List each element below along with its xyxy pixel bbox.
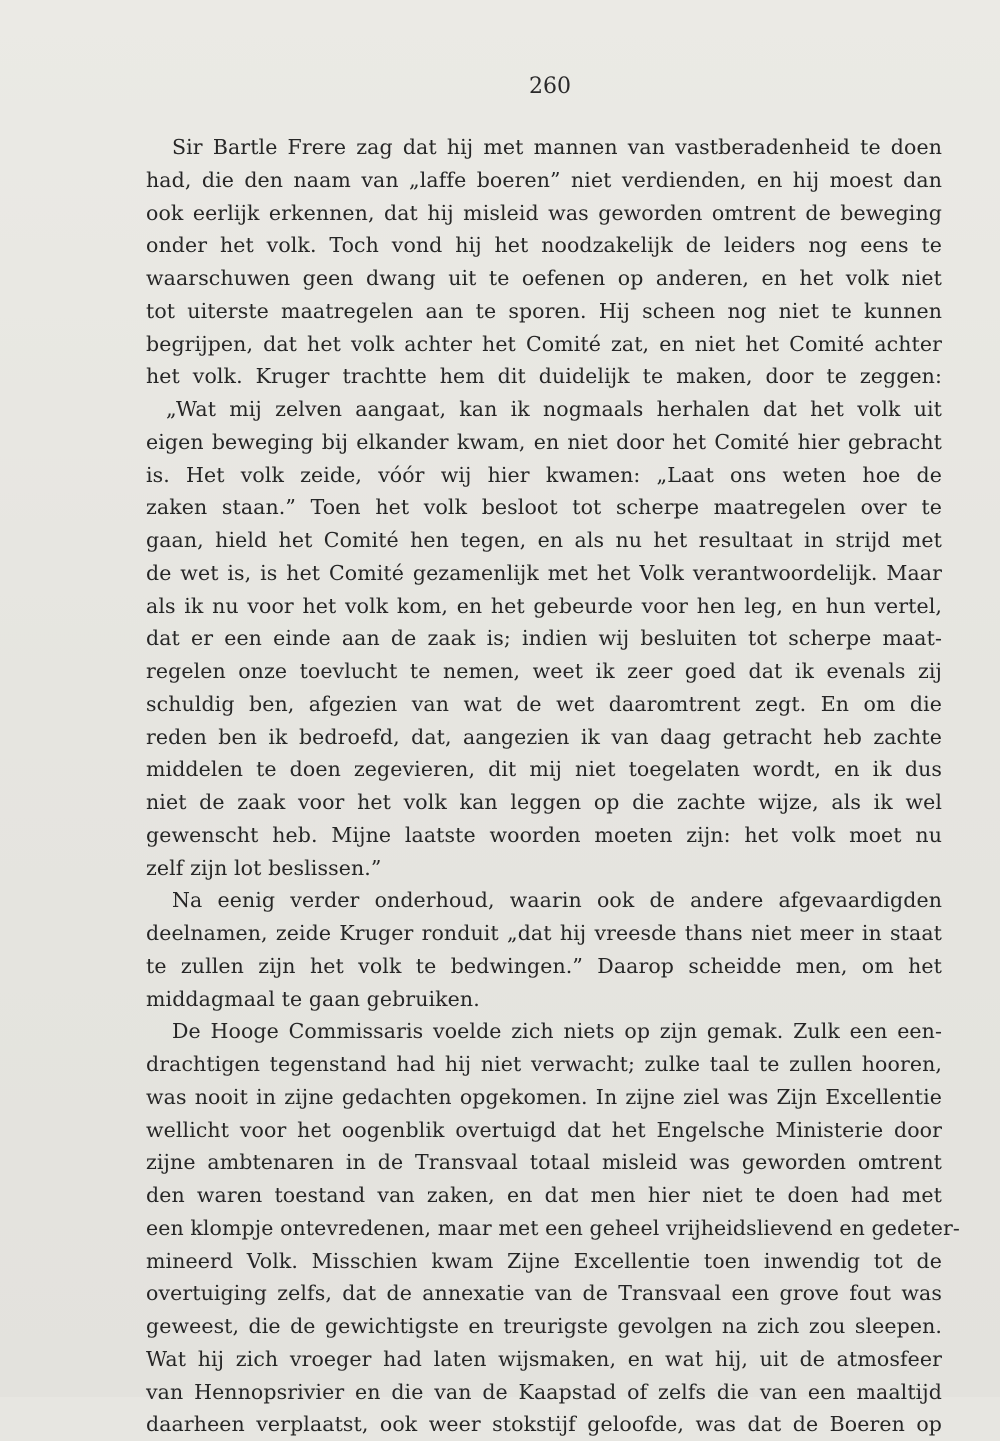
text-line: een klompje ontevredenen, maar met een geheel vrijheidslievend en gedeter- [146, 1215, 960, 1240]
text-line: tot uiterste maatregelen aan te sporen. Hij scheen nog niet te kunnen [146, 298, 942, 323]
text-line: daarheen verplaatst, ook weer stokstijf geloofde, was dat de Boeren op [146, 1412, 942, 1437]
text-line: eigen beweging bij elkander kwam, en niet door het Comité hier gebracht [146, 429, 942, 454]
text-line: is. Het volk zeide, vóór wij hier kwamen: „Laat ons weten hoe de [146, 462, 942, 487]
text-line: zaken staan.” Toen het volk besloot tot scherpe maatregelen over te [146, 495, 942, 520]
text-line: onder het volk. Toch vond hij het noodzakelijk de leiders nog eens te [146, 233, 942, 258]
text-line: als ik nu voor het volk kom, en het gebeurde voor hen leg, en hun vertel, [146, 593, 942, 618]
text-line: dat er een einde aan de zaak is; indien wij besluiten tot scherpe maat- [146, 626, 942, 651]
page-number: 260 [529, 74, 571, 99]
body-text [146, 131, 960, 1441]
text-line: wellicht voor het oogenblik overtuigd dat het Engelsche Ministerie door [146, 1117, 942, 1142]
text-line: overtuiging zelfs, dat de annexatie van de Transvaal een grove fout was [146, 1281, 942, 1306]
text-line: had, die den naam van „laffe boeren” niet verdienden, en hij moest dan [146, 167, 942, 192]
text-line: Sir Bartle Frere zag dat hij met mannen van vastberadenheid te doen [172, 135, 942, 159]
text-line: geweest, die de gewichtigste en treurigste gevolgen na zich zou sleepen. [146, 1314, 942, 1338]
text-line: reden ben ik bedroefd, dat, aangezien ik van daag getracht heb zachte [146, 724, 942, 749]
text-line: de wet is, is het Comité gezamenlijk met het Volk verantwoordelijk. Maar [146, 560, 942, 585]
text-line: den waren toestand van zaken, en dat men hier niet te doen had met [146, 1183, 942, 1207]
text-line: niet de zaak voor het volk kan leggen op die zachte wijze, als ik wel [146, 790, 942, 814]
text-line: ook eerlijk erkennen, dat hij misleid was geworden omtrent de beweging [146, 200, 942, 225]
text-line: middelen te doen zegevieren, dit mij niet toegelaten wordt, en ik dus [146, 757, 942, 782]
text-line: deelnamen, zeide Kruger ronduit „dat hij vreesde thans niet meer in staat [146, 921, 942, 945]
text-line: De Hooge Commissaris voelde zich niets op zijn gemak. Zulk een een- [172, 1019, 942, 1044]
text-line: gaan, hield het Comité hen tegen, en als nu het resultaat in strijd met [146, 528, 942, 552]
text-line: regelen onze toevlucht te nemen, weet ik zeer goed dat ik evenals zij [146, 659, 942, 683]
text-line: drachtigen tegenstand had hij niet verwacht; zulke taal te zullen hooren, [146, 1052, 942, 1076]
text-line: was nooit in zijne gedachten opgekomen. In zijne ziel was Zijn Excellentie [146, 1084, 942, 1109]
text-line: zijne ambtenaren in de Transvaal totaal misleid was geworden omtrent [146, 1150, 942, 1175]
text-line: begrijpen, dat het volk achter het Comité zat, en niet het Comité achter [146, 331, 942, 356]
text-line: schuldig ben, afgezien van wat de wet daaromtrent zegt. En om die [146, 691, 942, 716]
text-line: „Wat mij zelven aangaat, kan ik nogmaals herhalen dat het volk uit [166, 397, 942, 421]
text-line: te zullen zijn het volk te bedwingen.” Daarop scheidde men, om het [146, 953, 942, 978]
text-line: het volk. Kruger trachtte hem dit duidelijk te maken, door te zeggen: [146, 364, 942, 389]
text-line: middagmaal te gaan gebruiken. [146, 986, 480, 1011]
text-line: gewenscht heb. Mijne laatste woorden moeten zijn: het volk moet nu [146, 822, 942, 847]
text-line: van Hennopsrivier en die van de Kaapstad of zelfs die van een maaltijd [146, 1379, 942, 1404]
text-line: mineerd Volk. Misschien kwam Zijne Excellentie toen inwendig tot de [146, 1248, 942, 1273]
text-line: zelf zijn lot beslissen.” [146, 855, 382, 880]
text-line: Wat hij zich vroeger had laten wijsmaken, en wat hij, uit de atmosfeer [146, 1346, 942, 1371]
text-line: Na eenig verder onderhoud, waarin ook de andere afgevaardigden [172, 888, 942, 913]
text-line: waarschuwen geen dwang uit te oefenen op anderen, en het volk niet [146, 266, 942, 290]
